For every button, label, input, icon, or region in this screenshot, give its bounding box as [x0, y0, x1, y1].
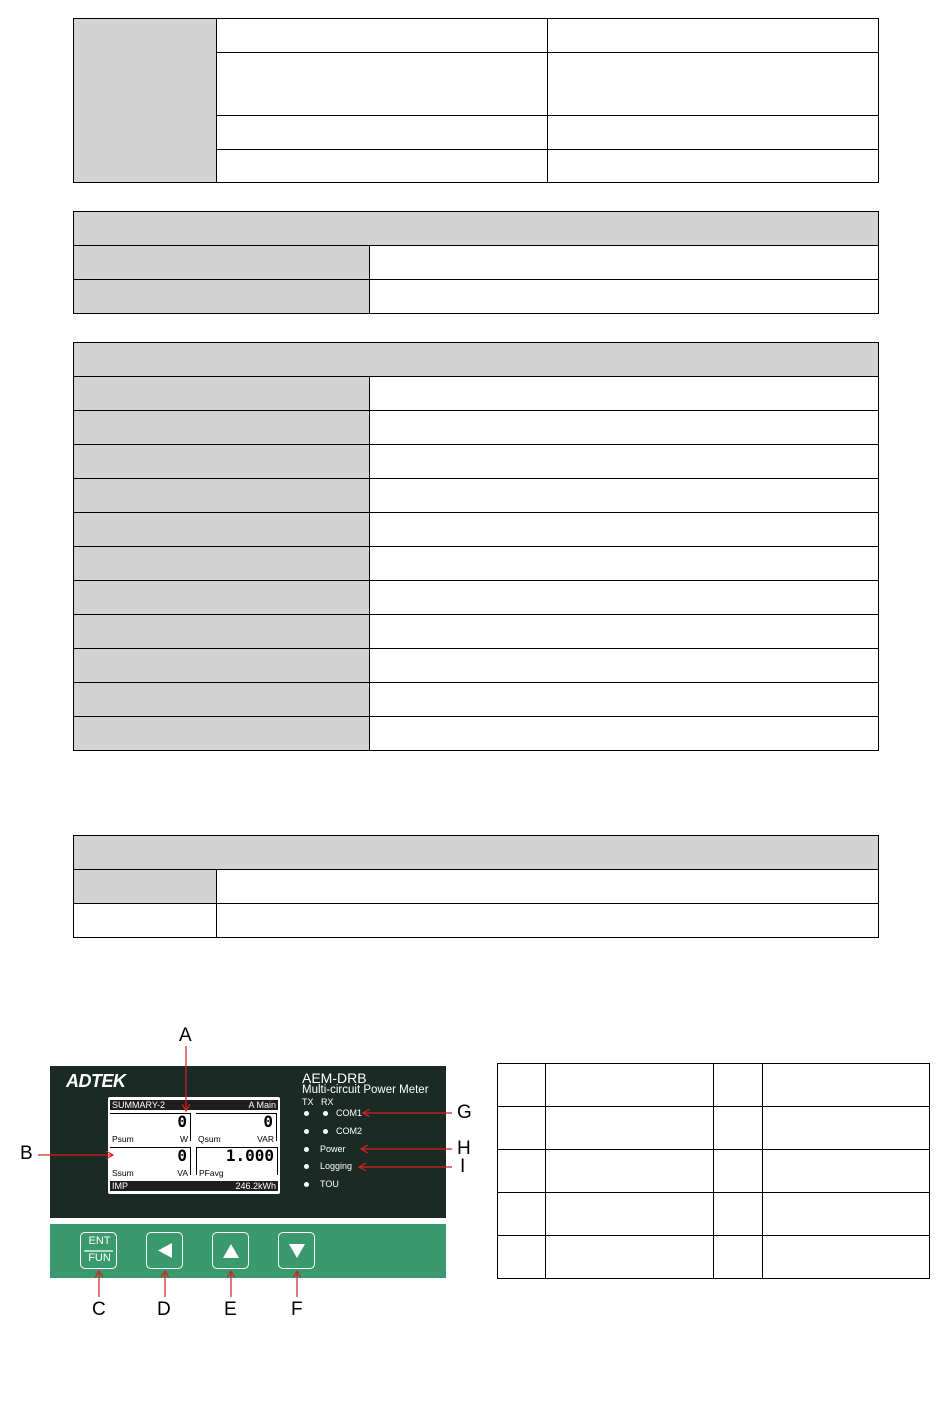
psum-unit: W: [179, 1134, 188, 1144]
qsum-value: 0: [263, 1112, 273, 1131]
tou-label: TOU: [320, 1179, 339, 1189]
adtek-logo: ADTEK: [66, 1071, 126, 1091]
ssum-label: Ssum: [112, 1168, 134, 1178]
callout-d: D: [157, 1299, 171, 1320]
fun-label: FUN: [88, 1252, 111, 1264]
pfavg-value: 1.000: [225, 1146, 274, 1165]
callout-c: C: [92, 1299, 106, 1320]
callout-g: G: [457, 1102, 472, 1123]
pfavg-label: PFavg: [199, 1168, 224, 1178]
callout-b: B: [20, 1143, 33, 1164]
tx-label: TX: [302, 1097, 314, 1107]
lcd-circuit-name: A Main: [248, 1100, 276, 1110]
lcd-energy-type: IMP: [112, 1181, 129, 1191]
lcd-energy-value: 246.2kWh: [235, 1181, 276, 1191]
model-name: AEM-DRB: [302, 1070, 367, 1086]
psum-label: Psum: [112, 1134, 134, 1144]
ssum-unit: VA: [177, 1168, 188, 1178]
com2-label: COM2: [336, 1126, 363, 1136]
ent-label: ENT: [88, 1235, 111, 1247]
qsum-unit: VAR: [257, 1134, 274, 1144]
psum-value: 0: [177, 1112, 187, 1131]
qsum-label: Qsum: [198, 1134, 221, 1144]
model-subtitle: Multi-circuit Power Meter: [302, 1084, 429, 1096]
rx-label: RX: [321, 1097, 334, 1107]
callout-e: E: [224, 1299, 237, 1320]
power-label: Power: [320, 1144, 346, 1154]
ssum-value: 0: [177, 1146, 187, 1165]
callout-a: A: [179, 1025, 192, 1046]
callout-h: H: [457, 1138, 471, 1159]
com1-label: COM1: [336, 1108, 363, 1118]
logging-label: Logging: [320, 1161, 353, 1171]
lcd-screen-name: SUMMARY-2: [112, 1100, 166, 1110]
callout-f: F: [291, 1299, 303, 1320]
callout-i: I: [460, 1156, 466, 1177]
